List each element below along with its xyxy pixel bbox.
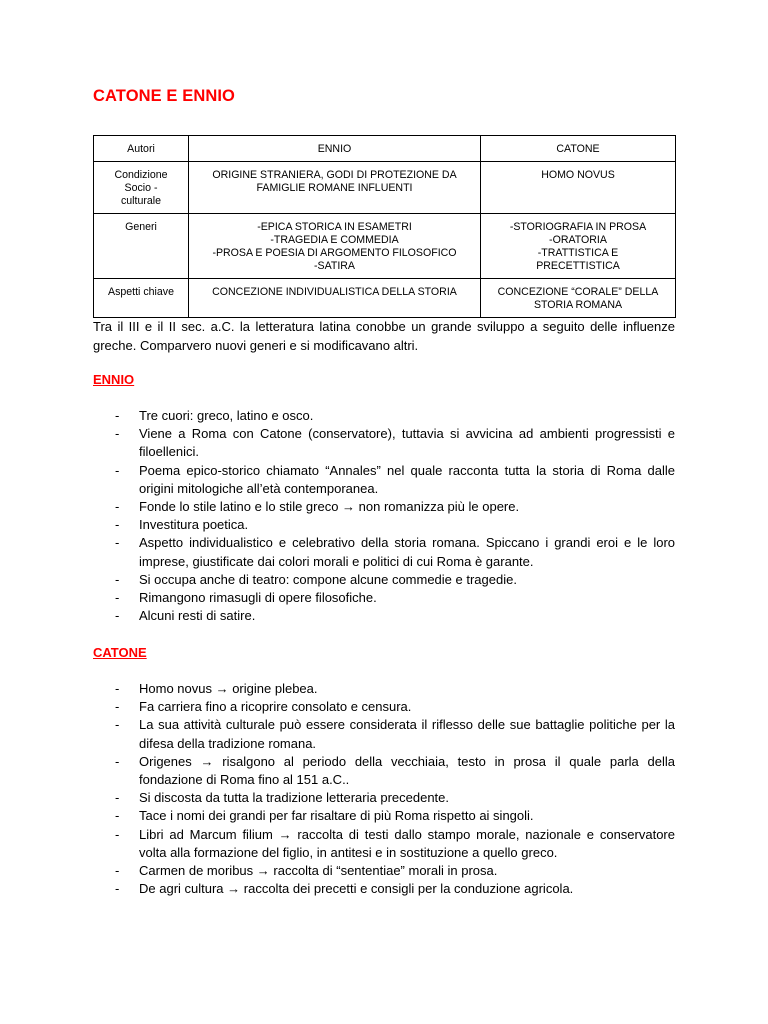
header-ennio: ENNIO <box>189 136 481 162</box>
list-item <box>93 716 675 752</box>
list-item-text: Aspetto individualistico e celebrativo della storia romana. Spiccano i grandi eroi e le loro imprese, giustificate dai colori morali e politici di cui Roma è garante. <box>139 535 675 569</box>
list-item <box>93 407 675 425</box>
bullet-dash: - <box>115 535 120 551</box>
row-label-generi: Generi <box>94 214 189 279</box>
list-item <box>93 807 675 825</box>
list-item-text: Origenes → risalgono al periodo della vecchiaia, testo in prosa il quale parla della fondazione di Roma fino al 151 a.C.. <box>139 753 675 788</box>
cell-ennio-condizione: ORIGINE STRANIERA, GODI DI PROTEZIONE DA FAMIGLIE ROMANE INFLUENTI <box>189 162 481 214</box>
bullet-dash: - <box>115 462 120 478</box>
list-item-text: Viene a Roma con Catone (conservatore), tuttavia si avvicina ad ambienti progressisti e filoellenici. <box>139 426 675 460</box>
list-item-text: Homo novus → origine plebea. <box>139 681 318 696</box>
bullet-dash: - <box>115 699 120 715</box>
list-item <box>93 425 675 461</box>
bullet-dash: - <box>115 717 120 733</box>
list-item <box>93 462 675 498</box>
bullet-dash: - <box>115 499 120 515</box>
list-item-text: De agri cultura → raccolta dei precetti e consigli per la conduzione agricola. <box>139 881 574 897</box>
list-item-text: Tace i nomi dei grandi per far risaltare di più Roma rispetto ai singoli. <box>139 808 534 824</box>
bullet-dash: - <box>115 517 120 533</box>
list-item-text: Investitura poetica. <box>139 517 249 533</box>
header-authors: Autori <box>94 136 189 162</box>
list-item-text: Si occupa anche di teatro: compone alcune commedie e tragedie. <box>139 571 517 587</box>
bullet-dash: - <box>115 426 120 442</box>
list-item-text: Poema epico-storico chiamato “Annales” nel quale racconta tutta la storia di Roma dalle origini mitologiche all’età contemporanea. <box>139 462 675 496</box>
list-item-text: Rimangono rimasugli di opere filosofiche. <box>139 590 377 606</box>
bullet-dash: - <box>115 826 120 842</box>
cell-catone-aspetti: CONCEZIONE “CORALE” DELLA STORIA ROMANA <box>481 279 676 318</box>
bullet-dash: - <box>115 790 120 806</box>
document-title: CATONE E ENNIO <box>93 87 235 105</box>
catone-bullet-list <box>93 680 675 898</box>
section-heading-catone: CATONE <box>93 645 147 660</box>
list-item <box>93 789 675 807</box>
list-item-text: La sua attività culturale può essere considerata il riflesso delle sue battaglie politiche per la difesa della tradizione romana. <box>139 717 675 751</box>
list-item <box>93 534 675 570</box>
bullet-dash: - <box>115 571 120 587</box>
list-item <box>93 516 675 534</box>
list-item <box>93 589 675 607</box>
list-item-text: Alcuni resti di satire. <box>139 608 256 624</box>
cell-catone-condizione: HOMO NOVUS <box>481 162 676 214</box>
list-item-text: Fonde lo stile latino e lo stile greco → non romanizza più le opere. <box>139 499 520 515</box>
row-label-aspetti: Aspetti chiave <box>94 279 189 318</box>
cell-ennio-aspetti: CONCEZIONE INDIVIDUALISTICA DELLA STORIA <box>189 279 481 318</box>
list-item <box>93 862 675 880</box>
list-item <box>93 571 675 589</box>
ennio-bullet-list <box>93 407 675 625</box>
list-item <box>93 753 675 789</box>
bullet-dash: - <box>115 408 120 423</box>
bullet-dash: - <box>115 608 120 624</box>
bullet-dash: - <box>115 881 120 897</box>
bullet-dash: - <box>115 863 120 879</box>
list-item-text: Carmen de moribus → raccolta di “sententiae” morali in prosa. <box>139 863 498 879</box>
list-item <box>93 698 675 716</box>
table-row <box>94 162 676 214</box>
row-label-condizione: Condizione Socio - culturale <box>94 162 189 214</box>
cell-ennio-generi: -EPICA STORICA IN ESAMETRI -TRAGEDIA E COMMEDIA -PROSA E POESIA DI ARGOMENTO FILOSOFICO -SATIRA <box>189 214 481 279</box>
table-row <box>94 279 676 318</box>
bullet-dash: - <box>115 681 120 696</box>
table-header-row <box>94 136 676 162</box>
table-row <box>94 214 676 279</box>
list-item <box>93 880 675 898</box>
list-item-text: Si discosta da tutta la tradizione letteraria precedente. <box>139 790 450 806</box>
intro-paragraph: Tra il III e il II sec. a.C. la letteratura latina conobbe un grande sviluppo a seguito delle influenze greche. Comparvero nuovi generi e si modificavano altri. <box>93 319 675 353</box>
bullet-dash: - <box>115 808 120 824</box>
list-item <box>93 498 675 516</box>
list-item <box>93 680 675 698</box>
cell-catone-generi: -STORIOGRAFIA IN PROSA -ORATORIA -TRATTISTICA E PRECETTISTICA <box>481 214 676 279</box>
comparison-table <box>93 135 676 318</box>
list-item-text: Libri ad Marcum filium → raccolta di testi dallo stampo morale, nazionale e conservatore volta alla formazione del figlio, in antitesi e in sostituzione a quello greco. <box>139 826 675 860</box>
bullet-dash: - <box>115 753 120 769</box>
list-item-text: Tre cuori: greco, latino e osco. <box>139 408 314 423</box>
list-item <box>93 826 675 862</box>
section-heading-ennio: ENNIO <box>93 372 135 387</box>
list-item <box>93 607 675 625</box>
list-item-text: Fa carriera fino a ricoprire consolato e censura. <box>139 699 412 715</box>
bullet-dash: - <box>115 590 120 606</box>
header-catone: CATONE <box>481 136 676 162</box>
